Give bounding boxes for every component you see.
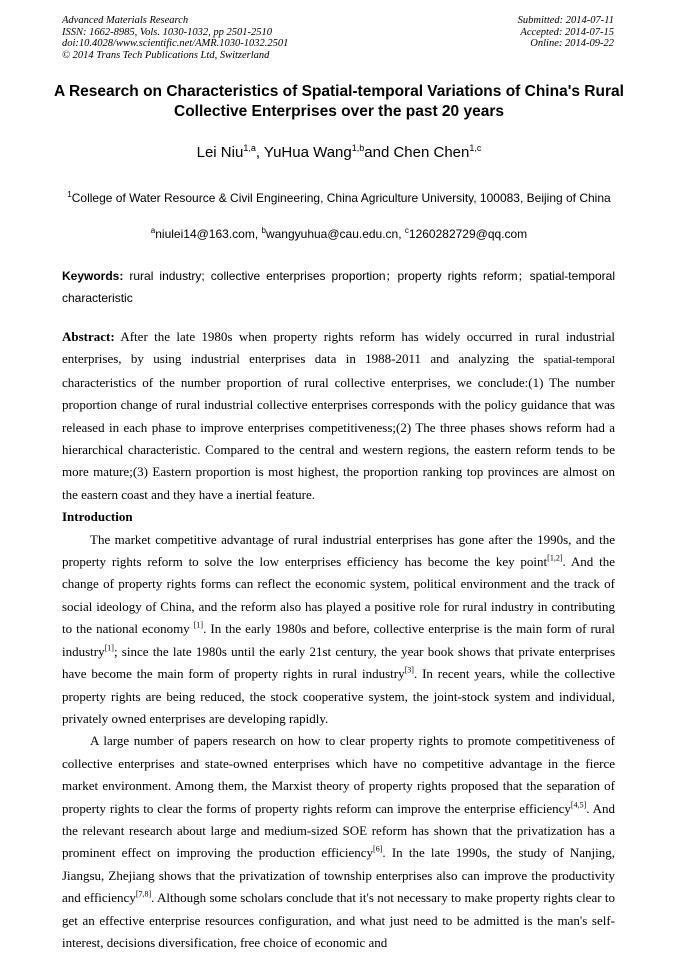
issn-info: ISSN: 1662-8985, Vols. 1030-1032, pp 2501-2510 — [62, 26, 272, 38]
email-link[interactable]: niulei14@163.com, — [155, 227, 262, 241]
affiliation — [62, 184, 616, 209]
paper-body — [62, 326, 615, 954]
online-date: Online: 2014-09-22 — [530, 38, 614, 49]
email-link[interactable]: 1260282729@qq.com — [408, 227, 528, 241]
email-link[interactable]: wangyuhua@cau.edu.cn, — [265, 227, 405, 241]
paragraph — [62, 730, 615, 954]
copyright-info: © 2014 Trans Tech Publications Ltd, Switzerland — [62, 49, 270, 61]
author-sup: 1,b — [351, 143, 365, 153]
paragraph-text: . In the early 1980s and before, collective enterprise is the main form of rural industry — [62, 621, 615, 659]
author-emails — [0, 226, 678, 241]
abstract-text: After the late 1980s when property rights reform has widely occurred in rural industrial enterprises, by using industrial enterprises data in 1988-2011 and analyzing the — [62, 329, 615, 367]
author-name: Lei Niu — [196, 144, 244, 161]
paragraph-text: . In recent years, while the collective property rights are being reduced, the stock cooperative system, the joint-stock system and individual, privately owned enterprises are developing rapidly. — [62, 666, 615, 726]
journal-header — [62, 15, 614, 61]
email-sup: a — [150, 226, 156, 235]
journal-name: Advanced Materials Research — [62, 15, 189, 26]
paper-title: A Research on Characteristics of Spatial-temporal Variations of China's Rural Collective Enterprises over the past 20 years — [54, 83, 624, 120]
abstract-text: spatial-temporal — [543, 354, 615, 367]
citation[interactable]: [4,5] — [570, 800, 587, 810]
affiliation-text: College of Water Resource & Civil Engineering, China Agriculture University, 100083, Beijing of China — [71, 191, 611, 205]
author-name: and Chen Chen — [364, 144, 470, 161]
citation[interactable]: [7,8] — [135, 889, 152, 899]
submitted-date: Submitted: 2014-07-11 — [517, 15, 614, 26]
abstract — [62, 326, 615, 506]
doi-info[interactable]: doi:10.4028/www.scientific.net/AMR.1030-1032.2501 — [62, 38, 289, 49]
keywords — [62, 265, 615, 309]
abstract-label: Abstract: — [62, 329, 115, 344]
paragraph — [62, 529, 615, 731]
paragraph-text: ; since the late 1980s until the early 21st century, the year book shows that private enterprises have become the main form of property rights in rural industry — [62, 643, 615, 682]
email-sup: b — [261, 226, 266, 235]
abstract-text: characteristics of the number proportion of rural collective enterprises, we conclude:(1) The number proportion change of rural industrial collective enterprises corresponds with the policy guidance that was released in each phase to improve enterprises competitiveness;(2) The three phases shows reform had a hierarchical characteristic. Compared to the central and western regions, the eastern reform tends to be more mature;(3) Eastern proportion is most highest, the proportion ranking top provinces are almost on the eastern coast and they have a inertial feature. — [62, 374, 615, 502]
keywords-label: Keywords: — [62, 269, 124, 283]
paragraph-text: . And the relevant research about large and medium-sized SOE reform has shown that the privatization has a prominent effect on improving the production efficiency — [62, 800, 616, 861]
paragraph-text: The market competitive advantage of rural industrial enterprises has gone after the 1990s, and the property rights reform to solve the low enterprises efficiency has become the key point — [62, 531, 615, 570]
paragraph-text: . And the change of property rights forms can reflect the economic system, political environment and the track of social ideology of China, and the reform also has played a positive role for rural industry in contributing to the national economy — [62, 554, 615, 637]
email-sup: c — [404, 226, 409, 235]
author-sup: 1,a — [243, 143, 256, 153]
citation[interactable]: [3] — [404, 665, 414, 675]
affiliation-sup: 1 — [67, 190, 72, 199]
paragraph-text: . In the late 1990s, the study of Nanjing, Jiangsu, Zhejiang shows that the privatization of township enterprises also can improve the productivity and efficiency — [62, 845, 615, 906]
author-list — [0, 143, 678, 161]
citation[interactable]: [1,2] — [547, 553, 563, 563]
keywords-text: rural industry; collective enterprises proportion；property rights reform；spatial-temporal characteristic — [62, 269, 615, 305]
paragraph-text: . Although some scholars conclude that it's not necessary to make property rights clear to get an effective enterprise resources configuration, and what just need to be admitted is the man's self-interest, decisions diversification, free choice of economic and — [62, 890, 615, 950]
citation[interactable]: [6] — [373, 845, 383, 855]
citation[interactable]: [1] — [104, 643, 114, 653]
author-name: , YuHua Wang — [255, 144, 352, 161]
accepted-date: Accepted: 2014-07-15 — [520, 26, 614, 38]
citation[interactable]: [1] — [193, 620, 204, 630]
author-sup: 1,c — [469, 143, 482, 153]
section-heading-introduction: Introduction — [62, 509, 133, 525]
paragraph-text: A large number of papers research on how to clear property rights to promote competitiveness of collective enterprises and state-owned enterprises which have no competitive advantage in the fierce market environment. Among them, the Marxist theory of property rights proposed that the separation of property rights to clear the forms of property rights reform can improve the enterprise efficiency — [62, 733, 615, 816]
